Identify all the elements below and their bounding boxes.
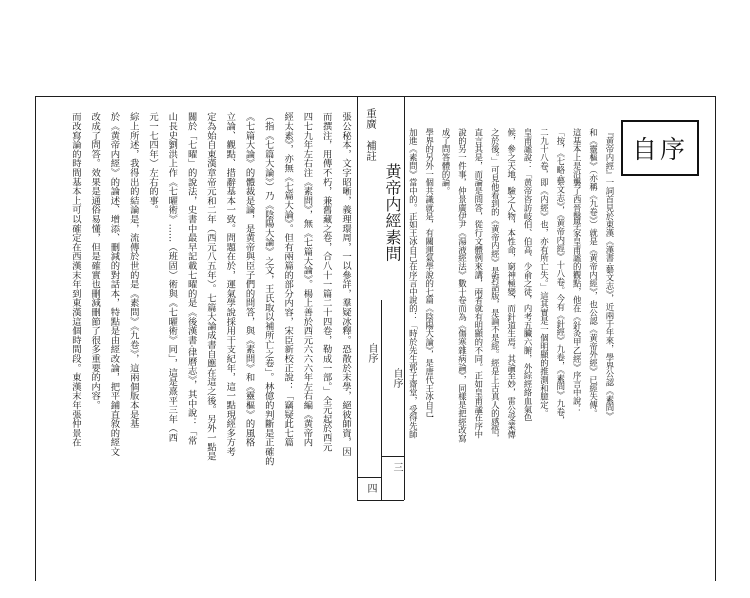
text-column: 於《黄帝内經》的論述、增添、刪減的對話本，特點是由經改論，把平鋪直敘的經文	[108, 112, 120, 457]
text-column: 而撰注，用傳不朽，兼舊藏之卷，合八十一篇二十四卷，勒成一部。」全元起於西元	[320, 112, 332, 452]
text-column: 張公秘本，文字昭晰，義理環周，一以參詳，羣疑冰釋。恐散於末學，絕彼師資，因	[340, 112, 351, 457]
left-section-label: 自序	[366, 343, 377, 363]
text-column: 定為始自東漢章帝元和二年（西元八五年）。七篇大論成書自應在這之後。另外一點是	[204, 112, 216, 461]
left-page-number-rule	[357, 477, 381, 478]
text-column: 經太素》，亦無《七篇大論》。但有兩篇的部分内容，宋臣新校正說：「竊疑此七篇	[282, 112, 294, 447]
text-column: 皇甫謐說：「黄帝咨訪岐伯、伯高、少俞之徒，内考五臟六腑，外綜經絡血氣色	[523, 128, 534, 422]
text-column: 山長史劉洪上作《七曜術》……（班固）術與《七曜術》同」，這是熹平三年（西	[166, 112, 178, 443]
text-column: 和《靈樞》（亦稱《九卷》）就是《黄帝内經》，也公認《黄帝外經》已經失傳。	[588, 128, 599, 418]
text-column: 二九十八卷，即《内經》也，亦有所亡失。」這其實是一個明顯的推測和臆定。	[539, 128, 550, 418]
text-column: 關於「七曜」的說法，史書中最早記載七曜的是《後漢書‧律曆志》，其中說：「常	[185, 112, 197, 446]
text-column: 元一七四年）左右的事。	[147, 112, 159, 215]
text-column: （指《七篇大論》）乃《陰陽大論》之文，王氏取以補所亡之卷」。林億的判斷是正確的	[262, 112, 274, 466]
page-border-left	[35, 96, 36, 581]
text-column: 成了問答體的論。	[441, 128, 452, 196]
chapter-heading: 自序	[631, 135, 688, 164]
chapter-heading-box	[621, 120, 699, 176]
book-title: 黄帝内經素問	[383, 163, 402, 262]
right-section-label: 自序	[391, 368, 402, 388]
text-column: 綜上所述，我得出的結論是，流傳於世的是《素問》《九卷》，這兩個版本是基	[127, 112, 139, 429]
text-column: 而改寫論的時間基本上可以確定在西漢末年到東漢這個時間段。東漢末年張仲景在	[69, 112, 81, 447]
text-column: 直言其是，而論是問答，從行文體例來講，兩者就有明顯的不同。正如皇甫謐在序中	[473, 128, 484, 439]
center-fold-rule	[381, 300, 382, 500]
center-strip-left-rule	[357, 96, 358, 500]
right-page-body	[404, 128, 618, 458]
page-border-right	[715, 96, 716, 581]
text-column: 《七篇大論》的體裁是論，是黄帝與臣子們的問答，與《素問》和《靈樞》的風格	[243, 112, 255, 447]
text-column: 加進《素問》當中的。正如王冰自己在序言中說的：「時於先生郭子齋堂，受得先師	[408, 128, 419, 439]
right-page-number: 三	[391, 462, 402, 472]
title-prefix-bottom: 補註	[365, 140, 377, 161]
text-column: 『黄帝内經』一詞首見於東漢《漢書‧藝文志》，近兩千年來，學界公認《素問》	[605, 128, 615, 421]
left-page-body	[65, 112, 355, 477]
title-prefix-top: 重廣	[365, 108, 377, 129]
text-column: 立論、觀點、措辭基本一致。問題在於，運氣學說採用干支紀年，這一點現經多方考	[224, 112, 236, 457]
text-column: 候，參之天地，驗之人物，本性命，窮神極變，而針道生焉。其論至妙，雷公受業傳	[506, 128, 517, 439]
text-column: 之於後。」可見他看到的《黄帝内經》是對話版，是論不是經。經是上古真人的感悟，	[490, 128, 501, 443]
text-column: 這基本上是沿襲了西晉醫學家皇甫謐的觀點，他在《針灸甲乙經》序言中說：	[572, 128, 583, 414]
text-column: 「按，《七略‧藝文志》，《黄帝内經》十八卷。今有《針經》九卷，《素問》九卷，	[555, 128, 566, 425]
text-column: 四七九年左右注《素問》，無《七篇大論》。楊上善於西元六六六年左右編《黄帝内	[301, 112, 313, 447]
text-column: 說的另一件事，仲景廣伊尹《湯液經法》數十卷而為《傷寒雜病論》，同樣是把經改寫	[457, 128, 468, 443]
page-border-top	[35, 96, 715, 97]
left-page-number: 四	[365, 483, 376, 493]
center-strip-bottom-rule	[357, 500, 404, 501]
text-column: 改成了問答。效果是通俗易懂，但是確實也刪減刪節了很多重要的内容。	[89, 112, 101, 410]
text-column: 學界的另外一個共識就是，有關運氣學說的七篇《陰陽大論》，是唐代王冰自己	[424, 128, 435, 418]
right-page-number-rule	[381, 456, 404, 457]
